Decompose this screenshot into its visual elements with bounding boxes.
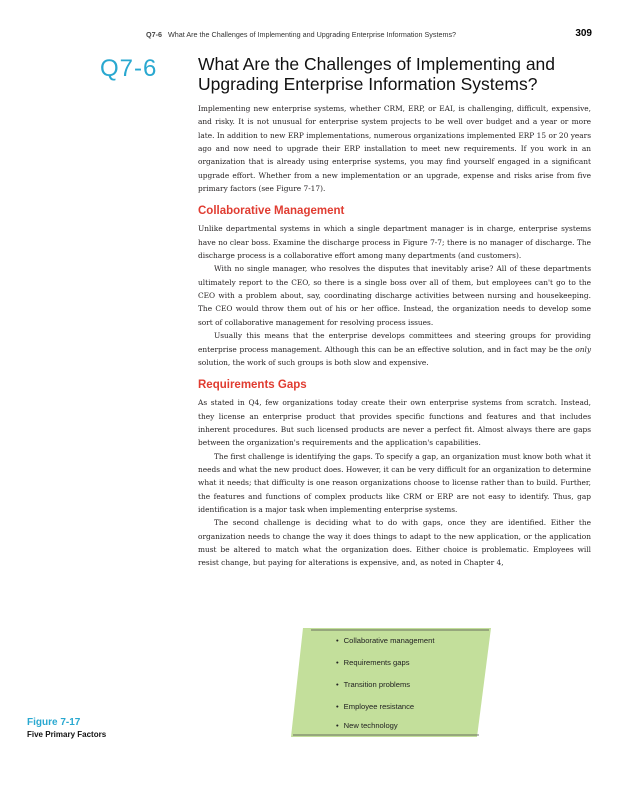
figure-title: Five Primary Factors	[27, 730, 107, 739]
bullet-icon: •	[336, 702, 339, 711]
body-text	[198, 102, 591, 570]
bullet-icon: •	[336, 636, 339, 645]
list-item: • Transition problems	[336, 680, 411, 689]
collab-paragraph-3	[198, 329, 591, 369]
running-head	[146, 30, 592, 39]
collab-paragraph-3-end: solution, the work of such groups is both slow and expensive.	[198, 357, 429, 367]
figure-7-17-panel	[289, 625, 494, 740]
page-number: 309	[575, 28, 592, 39]
list-item: • Employee resistance	[336, 702, 415, 711]
collaborative-management-heading: Collaborative Management	[198, 205, 345, 218]
collab-paragraph-2: With no single manager, who resolves the disputes that inevitably arise? All of these departments ultimately report to the CEO, so there is a single boss over all of them, but employees can't go to the CEO with a problem about, say, coordinating discharge activities between nursing and housekeeping. The CEO would throw them out of his or her office. Instead, the organization needs to develop some sort of collaborative management for resolving process issues.	[198, 264, 591, 327]
page-title	[198, 54, 598, 94]
requirements-gaps-heading: Requirements Gaps	[198, 379, 307, 392]
question-label: Q7-6	[100, 55, 158, 82]
list-item: • New technology	[336, 721, 398, 730]
page-title-line-1: What Are the Challenges of Implementing and	[198, 54, 556, 74]
bullet-icon: •	[336, 680, 339, 689]
page-title-line-2: Upgrading Enterprise Information Systems?	[198, 74, 538, 94]
gaps-paragraph-3: The second challenge is deciding what to do with gaps, once they are identified. Either the organization needs to change the way it does things to adapt to the new application, or the application must be altered to match what the organization does. Either choice is problematic. Employees will resist change, but paying for alterations is expensive, and, as noted in Chapter 4,	[198, 518, 591, 568]
running-head-text: What Are the Challenges of Implementing and Upgrading Enterprise Information Systems?	[167, 30, 457, 39]
list-item: • Requirements gaps	[336, 658, 410, 667]
factor-list	[289, 625, 494, 740]
figure-number: Figure 7-17	[27, 717, 81, 728]
bullet-icon: •	[336, 721, 339, 730]
list-item: • Collaborative management	[336, 636, 435, 645]
collab-paragraph-3-start: Usually this means that the enterprise develops committees and steering groups for providing enterprise process management. Although this can be an effective solution, and in fact may be the	[198, 331, 591, 354]
bullet-icon: •	[336, 658, 339, 667]
collab-paragraph-3-emphasis: only	[575, 344, 591, 354]
intro-paragraph: Implementing new enterprise systems, whether CRM, ERP, or EAI, is challenging, difficult, expensive, and risky. It is not unusual for enterprise system projects to be well over budget and a year or more late. In addition to new ERP implementations, numerous organizations implemented ERP 15 or 20 years ago and now need to upgrade their ERP installation to meet new requirements. If you work in an organization that is already using enterprise systems, you may find yourself engaged in a significant upgrade effort. Whether from a new implementation or an upgrade, expense and risks arise from five primary factors (see Figure 7-17).	[198, 104, 591, 194]
collab-paragraph-1: Unlike departmental systems in which a single department manager is in charge, enterprise systems have no clear boss. Examine the discharge process in Figure 7-7; there is no manager of discharge. The discharge process is a collaborative effort among many departments (and customers).	[198, 224, 591, 261]
gaps-paragraph-1: As stated in Q4, few organizations today create their own enterprise systems from scratch. Instead, they license an enterprise product that provides specific functions and features and that includes inherent procedures. But such licensed products are never a perfect fit. Almost always there are gaps between the organization's requirements and the application's capabilities.	[198, 398, 591, 448]
gaps-paragraph-2: The first challenge is identifying the gaps. To specify a gap, an organization must know both what it needs and what the new product does. However, it can be very difficult for an organization to determine what it needs; that difficulty is one reason organizations choose to license rather than to build. Further, the features and functions of complex products like CRM or ERP are not easy to identify. Thus, gap identification is a major task when implementing enterprise systems.	[198, 451, 591, 514]
figure-caption	[27, 716, 167, 741]
running-head-question: Q7-6	[146, 30, 162, 39]
